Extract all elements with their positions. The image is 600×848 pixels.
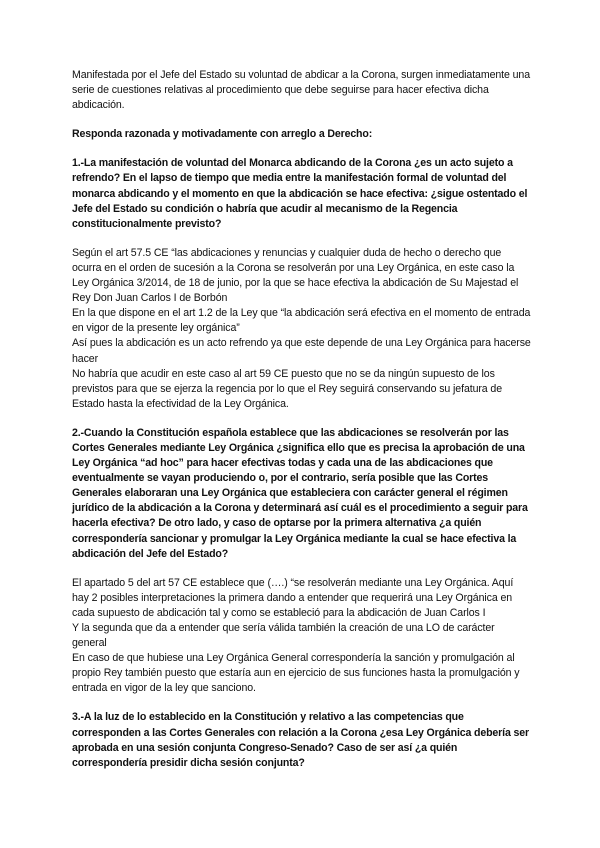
answer-1-paragraph-3: Así pues la abdicación es un acto refrendo ya que este depende de una Ley Orgánica para hacerse hacer <box>72 337 531 365</box>
question-1: 1.-La manifestación de voluntad del Monarca abdicando de la Corona ¿es un acto sujeto a refrendo? En el lapso de tiempo que media entre la manifestación formal de voluntad del monarca abdicando y el momento en que la abdicación se hace efectiva: ¿sigue ostentado el Jefe del Estado su condición o habría que acudir al mecanismo de la Regencia constitucionalmente previsto? <box>72 157 528 230</box>
question-3: 3.-A la luz de lo establecido en la Constitución y relativo a las competencias que corresponden a las Cortes Generales con relación a la Corona ¿esa Ley Orgánica debería ser aprobada en una sesión conjunta Congreso-Senado? Caso de ser así ¿a quién correspondería presidir dicha sesión conjunta? <box>72 711 529 769</box>
answer-1-paragraph-1: Según el art 57.5 CE “las abdicaciones y renuncias y cualquier duda de hecho o derecho que ocurra en el orden de sucesión a la Corona se resolverán por una Ley Orgánica, en este caso la Ley Orgánica 3/2014, de 18 de junio, por la que se hace efectiva la abdicación de Su Majestad el Rey Don Juan Carlos I de Borbón <box>72 246 519 305</box>
answer-2-paragraph-1: El apartado 5 del art 57 CE establece que (….) “se resolverán mediante una Ley Orgánica. Aquí hay 2 posibles interpretaciones la primera dando a entender que requerirá una Ley Orgánica en cada supuesto de abdicación tal y como se estableció para la abdicación de Juan Carlos I <box>72 576 514 619</box>
document-page <box>72 68 532 771</box>
intro-paragraph: Manifestada por el Jefe del Estado su voluntad de abdicar a la Corona, surgen inmediatamente una serie de cuestiones relativas al procedimiento que debe seguirse para hacer efectiva dicha abdicación. <box>72 69 531 112</box>
answer-2-paragraph-2: Y la segunda que da a entender que sería válida también la creación de una LO de carácter general <box>72 622 495 650</box>
question-2: 2.-Cuando la Constitución española establece que las abdicaciones se resolverán por las Cortes Generales mediante Ley Orgánica ¿significa ello que es precisa la aprobación de una Ley Orgánica “ad hoc” para hacer efectivas todas y cada una de las abdicaciones que eventualmente se vayan produciendo o, por el contrario, sería posible que las Cortes Generales elaboraran una Ley Orgánica que estableciera con carácter general el régimen jurídico de la abdicación a la Corona y determinará así cuál es el procedimiento a seguir para hacerla efectiva? De otro lado, y caso de optarse por la primera alternativa ¿a quién correspondería sancionar y promulgar la Ley Orgánica mediante la cual se hace efectiva la abdicación del Jefe del Estado? <box>72 426 528 560</box>
instruction-heading: Responda razonada y motivadamente con arreglo a Derecho: <box>72 128 373 141</box>
answer-1-paragraph-4: No habría que acudir en este caso al art 59 CE puesto que no se da ningún supuesto de los previstos para que se ejerza la regencia por lo que el Rey seguirá conservando su jefatura de Estado hasta la efectividad de la Ley Orgánica. <box>72 367 503 410</box>
answer-2-paragraph-3: En caso de que hubiese una Ley Orgánica General correspondería la sanción y promulgación al propio Rey también puesto que estaría aun en ejercicio de sus funciones hasta la promulgación y entrada en vigor de la ley que sanciono. <box>72 652 520 695</box>
answer-1-paragraph-2: En la que dispone en el art 1.2 de la Ley que “la abdicación será efectiva en el momento de entrada en vigor de la presente ley orgánica” <box>72 307 531 335</box>
